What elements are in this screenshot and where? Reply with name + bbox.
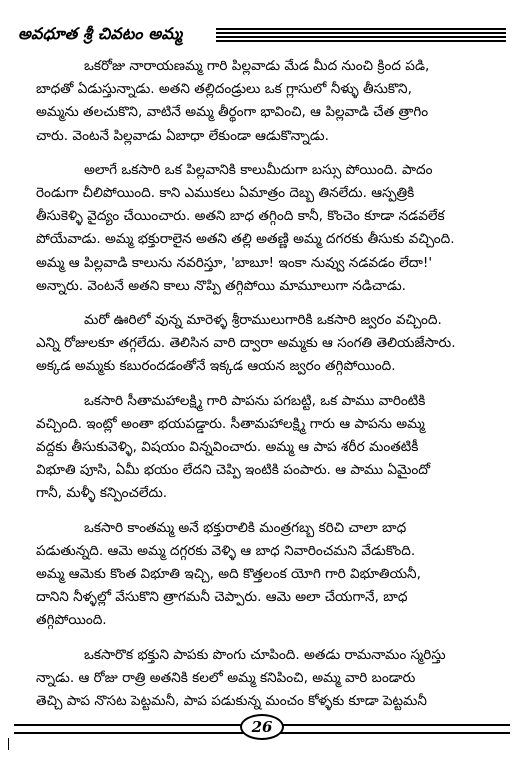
text-line: రెండుగా చీలిపోయింది. కాని ఎముకలు ఏమాత్రం దెబ్బ తినలేదు. ఆస్పత్రికి bbox=[36, 185, 415, 202]
text-line: పడుతున్నది. ఆమె అమ్మ దగ్గరకు వెళ్ళి ఆ బాధ నివారించమని వేడుకొంది. bbox=[36, 542, 416, 559]
text-line: వద్దకు తీసుకువెళ్ళి, విషయం విన్నవించారు. అమ్మ ఆ పాప శరీర మంతటికీ bbox=[36, 439, 419, 456]
page-footer bbox=[14, 714, 510, 738]
paragraph-5 bbox=[36, 517, 506, 633]
text-line: పోయేవాడు. అమ్మ భక్తురాలైన అతని తల్లి అతణ్ణి అమ్మ దగరకు తీసుకు వచ్చింది. bbox=[36, 231, 455, 248]
text-line: అమ్మ ఆమెకు కొంత విభూతి ఇచ్చి, అది కొత్తలంక యోగి గారి విభూతియనీ, bbox=[36, 566, 421, 583]
text-line: న్నాడు. ఆ రోజు రాత్రి అతనికి కలలో అమ్మ కనిపించి, అమ్మ వారి బండారు bbox=[36, 669, 416, 686]
header-decorative-rules bbox=[216, 28, 506, 44]
text-line: అమ్మ ఆ పిల్లవాడి కాలును నవరిస్తూ, 'బాబూ! ఇంకా నువ్వు నడవడం లేదా!' bbox=[36, 254, 433, 271]
paragraph-2 bbox=[36, 159, 506, 298]
text-line: అలాగే ఒకసారి ఒక పిల్లవానికి కాలుమీదుగా బస్సు పోయింది. పాదం bbox=[84, 161, 433, 178]
text-line: చారు. వెంటనే పిల్లవాడు ఏబాధా లేకుండా ఆడుకొన్నాడు. bbox=[36, 127, 329, 144]
paragraph-6 bbox=[36, 644, 506, 714]
text-line: ఒకసారి కాంతమ్మ అనే భక్తురాలికి మంత్రగబ్బ కరిచి చాలా బాధ bbox=[84, 519, 407, 536]
text-line: అక్కడ అమ్మకు కబురందడంతోనే ఇక్కడ ఆయన జ్వరం తగ్గిపోయింది. bbox=[36, 358, 396, 375]
page-number: 26 bbox=[240, 714, 284, 740]
text-line: ఒకసారి సీతామహాలక్ష్మి గారి పాపను పగబట్టి, ఒక పాము వారింటికి bbox=[84, 392, 426, 409]
text-line: విభూతి పూసి, ఏమీ భయం లేదని చెప్పి ఇంటికి పంపారు. ఆ పాము ఏమైందో bbox=[36, 462, 431, 479]
book-title: అవధూత శ్రీ చివటం అమ్మ bbox=[18, 24, 183, 43]
text-line: గానీ, మళ్ళీ కన్పించలేదు. bbox=[36, 485, 168, 502]
text-line: ఒకరోజు నారాయణమ్మ గారి పిల్లవాడు మేడ మీద నుంచి క్రింద పడి, bbox=[84, 58, 430, 74]
paragraph-3 bbox=[36, 309, 506, 379]
text-line: దానిని నీళ్ళల్లో వేసుకొని త్రాగమనీ చెప్పారు. ఆమె అలా చేయగానే, బాధ bbox=[36, 589, 408, 606]
text-line: తీసుకెళ్ళి వైద్యం చేయించారు. అతని బాధ తగ్గింది కానీ, కొంచెం కూడా నడవలేక bbox=[36, 208, 445, 225]
text-line: అన్నారు. వెంటనే అతని కాలు నొప్పి తగ్గిపోయి మామూలుగా నడిచాడు. bbox=[36, 277, 406, 294]
text-line: తగ్గిపోయింది. bbox=[36, 612, 107, 629]
scan-edge-mark bbox=[8, 738, 9, 750]
text-line: ఒకసారొక భక్తుని పాపకు పొంగు చూపింది. అతడు రామనామం స్మరిస్తు bbox=[84, 646, 446, 663]
body-text bbox=[36, 55, 506, 724]
text-line: మరో ఊరిలో వున్న మారెళ్ళ శ్రీరాములుగారికి ఒకసారి జ్వరం వచ్చింది. bbox=[84, 312, 442, 329]
text-line: ఎన్ని రోజులకూ తగ్గలేదు. తెలిసిన వారి ద్వారా అమ్మకు ఆ సంగతి తెలియజేసారు. bbox=[36, 335, 456, 352]
text-line: అమ్మను తలచుకొని, వాటినే అమ్మ తీర్థంగా భావించి, ఆ పిల్లవాడి చేత త్రాగిం bbox=[36, 104, 429, 121]
paragraph-1 bbox=[36, 55, 506, 148]
paragraph-4 bbox=[36, 390, 506, 506]
text-line: తెచ్చి పాప నొసట పెట్టమనీ, పాప పడుకున్న మంచం కోళ్ళకు కూడా పెట్టమనీ bbox=[36, 693, 427, 710]
page-header bbox=[14, 22, 510, 48]
text-line: బాధతో ఏడుస్తున్నాడు. అతని తల్లిదండ్రులు ఒక గ్లాసులో నీళ్ళు తీసుకొని, bbox=[36, 81, 412, 98]
text-line: వచ్చింది. ఇంట్లో అంతా భయపడ్డారు. సీతామహాలక్ష్మి గారు ఆ పాపను అమ్మ bbox=[36, 415, 425, 432]
